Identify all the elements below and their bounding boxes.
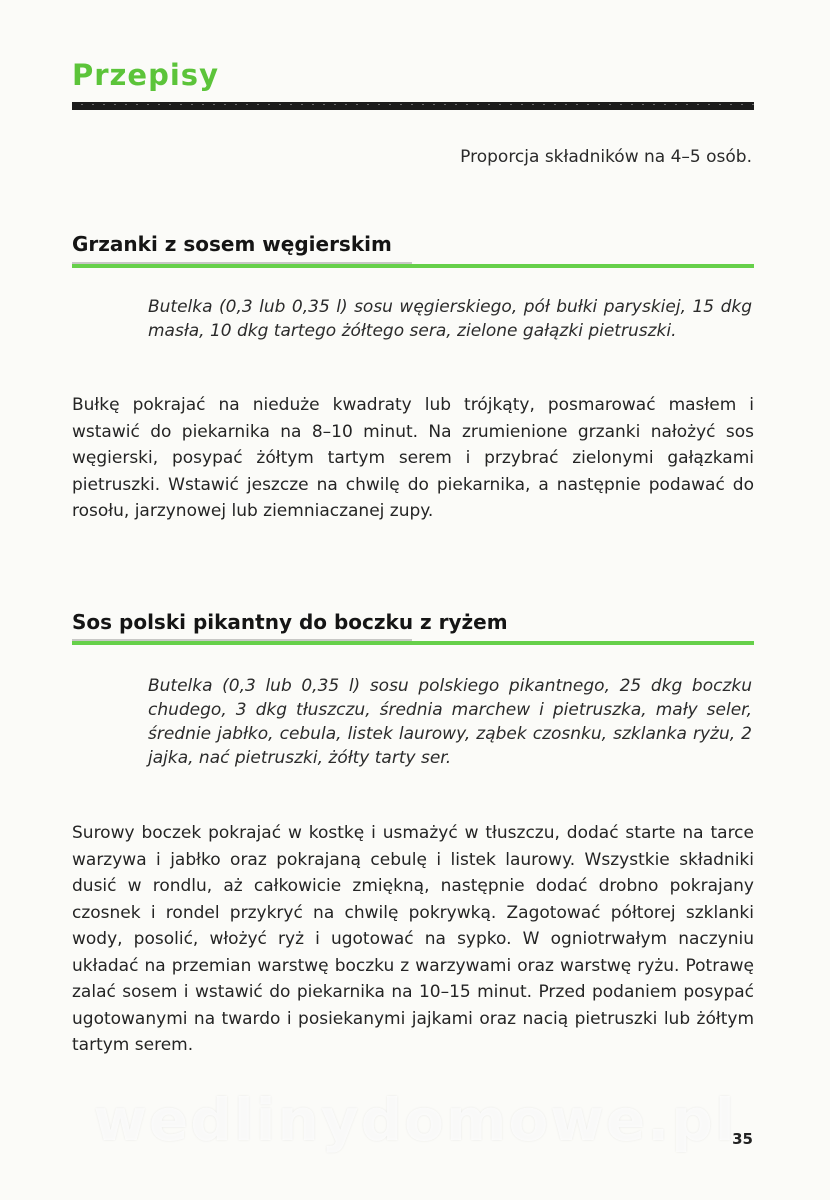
page-number: 35 <box>732 1130 753 1148</box>
recipe-instructions-sos-polski: Surowy boczek pokrajać w kostkę i usmażyć w tłuszczu, dodać starte na tarce warzywa i jabłko oraz pokrajaną cebulę i listek laurowy. Wszystkie składniki dusić w rondlu, aż całkowicie zmiękną, następnie dodać drobno pokrajany czosnek i rondel przykryć na chwilę pokrywką. Zagotować półtorej szklanki wody, posolić, włożyć ryż i ugotować na sypko. W ogniotrwałym naczyniu układać na przemian warstwę boczku z warzywami oraz warstwę ryżu. Potrawę zalać sosem i wstawić do piekarnika na 10–15 minut. Przed podaniem posypać ugotowanymi na twardo i posiekanymi jajkami oraz nacią pietruszki lub żółtym tartym serem. <box>72 823 754 1055</box>
proportion-note: Proporcja składników na 4–5 osób. <box>460 147 752 167</box>
recipe-instructions-grzanki: Bułkę pokrajać na nieduże kwadraty lub trójkąty, posmarować masłem i wstawić do piekarnika na 8–10 minut. Na zrumienione grzanki nałożyć sos węgierski, posypać żółtym tartym serem i przybrać zielonymi gałązkami pietruszki. Wstawić jeszcze na chwilę do piekarnika, a następnie podawać do rosołu, jarzynowej lub ziemniaczanej zupy. <box>72 395 754 521</box>
recipe-title-sos-polski: Sos polski pikantny do boczku z ryżem <box>72 610 508 634</box>
header-divider <box>72 102 754 110</box>
recipe-ingredients-sos-polski: Butelka (0,3 lub 0,35 l) sosu polskiego pikantnego, 25 dkg boczku chudego, 3 dkg tłuszczu, średnia marchew i pietruszka, mały seler, średnie jabłko, cebula, listek laurowy, ząbek czosnku, szklanka ryżu, 2 jajka, nać pietruszki, żółty tarty ser. <box>148 676 752 768</box>
recipe-divider-sos-polski <box>72 641 754 645</box>
recipe-title-grzanki: Grzanki z sosem węgierskim <box>72 232 392 256</box>
watermark: wedlinydomowe.pl <box>93 1086 737 1154</box>
recipe-ingredients-grzanki: Butelka (0,3 lub 0,35 l) sosu węgierskiego, pół bułki paryskiej, 15 dkg masła, 10 dkg tartego żółtego sera, zielone gałązki pietruszki. <box>148 297 752 341</box>
recipe-divider-grzanki <box>72 264 754 268</box>
page-title: Przepisy <box>72 58 219 92</box>
